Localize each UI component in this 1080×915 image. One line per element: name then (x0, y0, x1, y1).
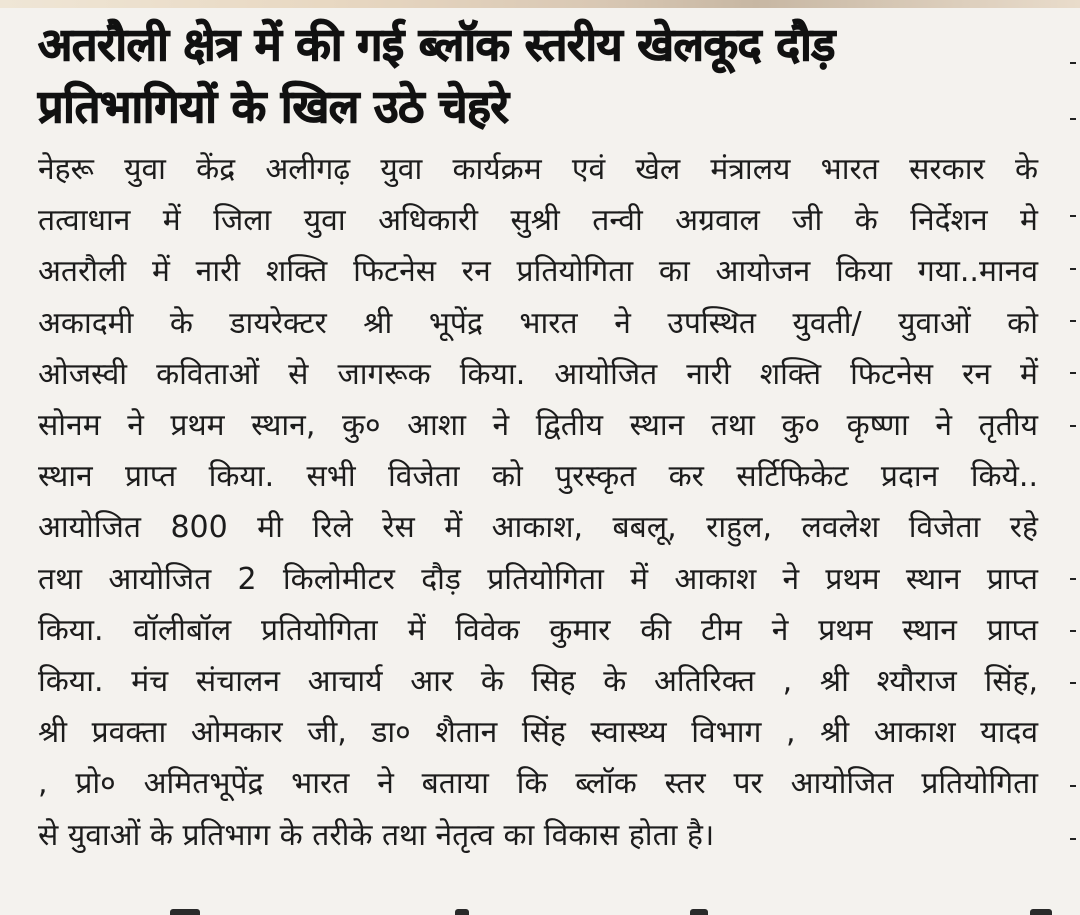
body-line: तत्वाधान में जिला युवा अधिकारी सुश्री तन्वी अग्रवाल जी के निर्देशन मे (38, 203, 1038, 239)
body-line: श्री प्रवक्ता ओमकार जी, डा० शैतान सिंह स्वास्थ्य विभाग , श्री आकाश यादव (38, 715, 1038, 751)
margin-mark (1070, 320, 1076, 322)
news-article (38, 14, 1038, 861)
margin-mark (1070, 215, 1076, 217)
body-line: स्थान प्राप्त किया. सभी विजेता को पुरस्कृत कर सर्टिफिकेट प्रदान किये.. (38, 459, 1038, 495)
headline-line-1: अतरौली क्षेत्र में की गई ब्लॉक स्तरीय खेलकूद दौड़ (38, 18, 835, 71)
body-line: , प्रो० अमितभूपेंद्र भारत ने बताया कि ब्लॉक स्तर पर आयोजित प्रतियोगिता (38, 766, 1038, 802)
margin-mark (1070, 118, 1076, 120)
margin-mark (1070, 838, 1076, 840)
body-line: तथा आयोजित 2 किलोमीटर दौड़ प्रतियोगिता में आकाश ने प्रथम स्थान प्राप्त (38, 561, 1038, 597)
body-line: किया. वॉलीबॉल प्रतियोगिता में विवेक कुमार की टीम ने प्रथम स्थान प्राप्त (38, 612, 1038, 648)
body-line: अकादमी के डायरेक्टर श्री भूपेंद्र भारत ने उपस्थित युवती/ युवाओं को (38, 305, 1038, 341)
headline-line-2: प्रतिभागियों के खिल उठे चेहरे (38, 80, 509, 133)
margin-mark (1070, 785, 1076, 787)
cutoff-glyph (1030, 909, 1052, 915)
next-article-cutoff (0, 905, 1080, 915)
margin-mark (1070, 578, 1076, 580)
body-line: ओजस्वी कविताओं से जागरूक किया. आयोजित नारी शक्ति फिटनेस रन में (38, 356, 1038, 392)
article-body (38, 144, 1038, 861)
cutoff-glyph (170, 909, 200, 915)
adjacent-column-edge (1050, 0, 1080, 915)
body-line: अतरौली में नारी शक्ति फिटनेस रन प्रतियोगिता का आयोजन किया गया..मानव (38, 254, 1038, 290)
body-line: किया. मंच संचालन आचार्य आर के सिह के अतिरिक्त , श्री श्यौराज सिंह, (38, 664, 1038, 700)
margin-mark (1070, 372, 1076, 374)
cutoff-glyph (690, 909, 708, 915)
cutoff-glyph (455, 909, 469, 915)
body-line: सोनम ने प्रथम स्थान, कु० आशा ने द्वितीय स्थान तथा कु० कृष्णा ने तृतीय (38, 408, 1038, 444)
margin-mark (1070, 630, 1076, 632)
article-headline (38, 14, 1038, 138)
margin-mark (1070, 62, 1076, 64)
margin-mark (1070, 268, 1076, 270)
top-image-strip (0, 0, 1080, 8)
margin-mark (1070, 682, 1076, 684)
body-line-last: से युवाओं के प्रतिभाग के तरीके तथा नेतृत्व का विकास होता है। (38, 817, 715, 853)
body-line: आयोजित 800 मी रिले रेस में आकाश, बबलू, राहुल, लवलेश विजेता रहे (38, 510, 1038, 546)
margin-mark (1070, 425, 1076, 427)
body-line: नेहरू युवा केंद्र अलीगढ़ युवा कार्यक्रम एवं खेल मंत्रालय भारत सरकार के (38, 152, 1038, 187)
